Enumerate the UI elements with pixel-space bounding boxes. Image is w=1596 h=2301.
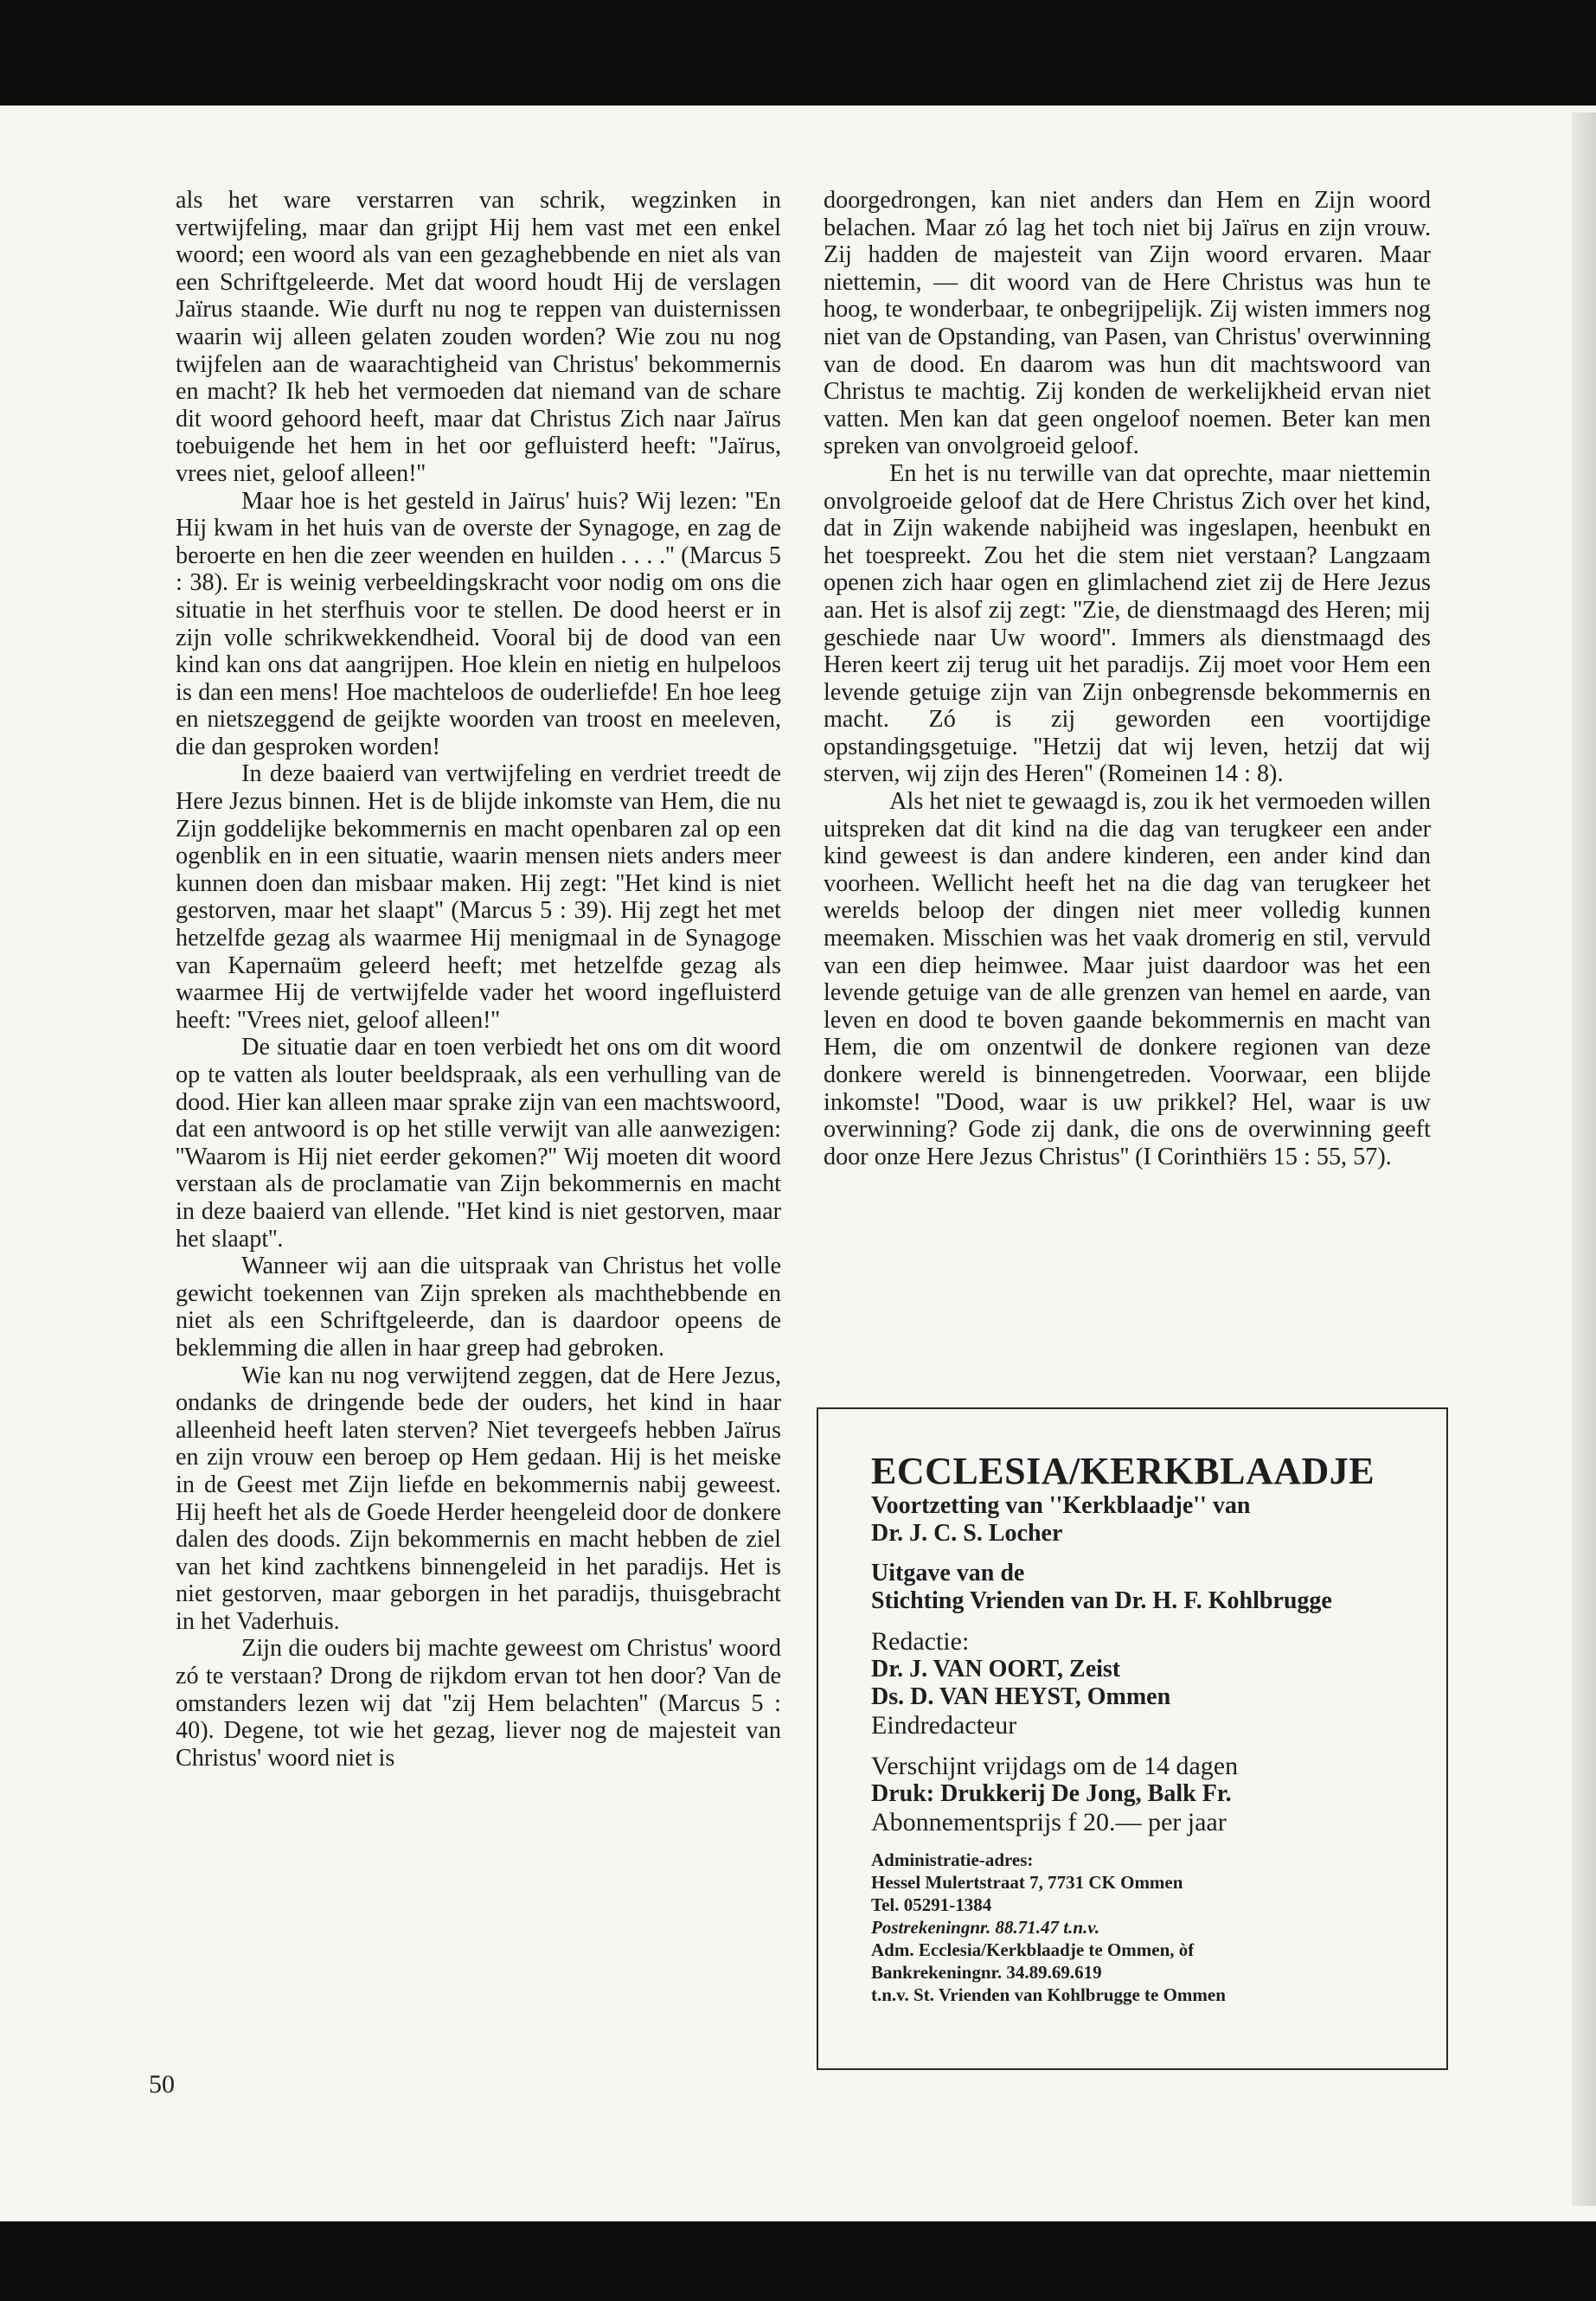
paragraph: En het is nu terwille van dat oprechte, maar niettemin onvolgroeide geloof dat de Here Christus Zich over het kind, dat in Zijn wakende nabijheid was ingeslapen, heenbukt en het toespreekt. Zou het die stem niet verstaan? Langzaam openen zich haar ogen en glimlachend ziet zij de Here Jezus aan. Het is alsof zij zegt: ''Zie, de dienstmaagd des Heren; mij geschiede naar Uw woord''. Immers als dienstmaagd des Heren keert zij terug uit het paradijs. Zij moet voor Hem een levende getuige zijn van Zijn onbegrensde bekommernis en macht. Zó is zij geworden een voortijdige opstandingsgetuige. ''Hetzij dat wij leven, hetzij dat wij sterven, wij zijn des Heren'' (Romeinen 14 : 8). (824, 459, 1431, 788)
eindredacteur-label: Eindredacteur (871, 1711, 1017, 1740)
subtitle-line: Dr. J. C. S. Locher (871, 1520, 1063, 1547)
paragraph: Zijn die ouders bij machte geweest om Christus' woord zó te verstaan? Drong de rijkdom ervan tot hen door? Van de omstanders lezen wij dat ''zij Hem belachten'' (Marcus 5 : 40). Degene, tot wie het gezag, liever nog de majesteit van Christus' woord niet is (176, 1635, 781, 1772)
editor-line: Dr. J. VAN OORT, Zeist (871, 1656, 1121, 1682)
postal-account: Postrekeningnr. 88.71.47 t.n.v. (871, 1917, 1100, 1938)
page-edge-shadow (1572, 112, 1596, 2206)
admin-line: Adm. Ecclesia/Kerkblaadje te Ommen, òf (871, 1939, 1195, 1960)
admin-phone: Tel. 05291-1384 (871, 1894, 992, 1915)
paragraph: In deze baaierd van vertwijfeling en verdriet treedt de Here Jezus binnen. Het is de blijde inkomste van Hem, die nu Zijn goddelijke bekommernis en macht openbaren zal op een ogenblik en in een situatie, waarin mensen niets anders meer kunnen doen dan misbaar maken. Hij zegt: ''Het kind is niet gestorven, maar het slaapt'' (Marcus 5 : 39). Hij zegt het met hetzelfde gezag als waarmee Hij menigmaal in de Synagoge van Kapernaüm geleerd heeft; met hetzelfde gezag als waarmee Hij de vertwijfelde vader het woord ingefluisterd heeft: ''Vrees niet, geloof alleen!'' (176, 760, 781, 1034)
left-text-column (176, 187, 781, 1772)
paragraph: Maar hoe is het gesteld in Jaïrus' huis? Wij lezen: ''En Hij kwam in het huis van de overste der Synagoge, en zag de beroerte en hen die zeer weenden en huilden . . . .'' (Marcus 5 : 38). Er is weinig verbeeldingskracht voor nodig om ons die situatie in het sterfhuis voor te stellen. De dood heerst er in zijn volle schrikwekkendheid. Vooral bij de dood van een kind kan ons dat aangrijpen. Hoe klein en nietig en hulpeloos is dan een mens! Hoe machteloos de ouderliefde! En hoe leeg en nietszeggend de geijkte woorden van troost en meeleven, die dan gesproken worden! (176, 487, 781, 760)
paragraph: De situatie daar en toen verbiedt het ons om dit woord op te vatten als louter beeldspraak, als een verhulling van de dood. Hier kan alleen maar sprake zijn van een machtswoord, dat een antwoord is op het stille verwijt van alle aanwezigen: ''Waarom is Hij niet eerder gekomen?'' Wij moeten dit woord verstaan als de proclamatie van Zijn bekommernis en macht in deze baaierd van ellende. ''Het kind is niet gestorven, maar het slaapt''. (176, 1034, 781, 1253)
printer-line: Druk: Drukkerij De Jong, Balk Fr. (871, 1780, 1232, 1807)
redactie-label: Redactie: (871, 1627, 970, 1656)
right-text-column (824, 187, 1431, 1170)
admin-label: Administratie-adres: (871, 1849, 1034, 1870)
bank-account: Bankrekeningnr. 34.89.69.619 (871, 1962, 1102, 1983)
page-number: 50 (149, 2070, 175, 2099)
publication-title: ECCLESIA/KERKBLAADJE (871, 1450, 1375, 1492)
editor-line: Ds. D. VAN HEYST, Ommen (871, 1683, 1171, 1710)
publisher-line: Stichting Vrienden van Dr. H. F. Kohlbrugge (871, 1587, 1332, 1614)
paragraph: doorgedrongen, kan niet anders dan Hem en Zijn woord belachen. Maar zó lag het toch niet bij Jaïrus en zijn vrouw. Zij hadden de majesteit van Zijn woord ervaren. Maar niettemin, — dit woord van de Here Christus was hun te hoog, te wonderbaar, te onbegrijpelijk. Zij wisten immers nog niet van de Opstanding, van Pasen, van Christus' overwinning van de dood. En daarom was hun dit machtswoord van Christus te machtig. Zij konden de werkelijkheid ervan niet vatten. Men kan dat geen ongeloof noemen. Beter kan men spreken van onvolgroeid geloof. (824, 187, 1431, 460)
paragraph: Wanneer wij aan die uitspraak van Christus het volle gewicht toekennen van Zijn spreken als machthebbende en niet als een Schriftgeleerde, dan is daardoor opeens de beklemming die allen in haar greep had gebroken. (176, 1253, 781, 1362)
frequency-line: Verschijnt vrijdags om de 14 dagen (871, 1752, 1239, 1780)
paragraph: Wie kan nu nog verwijtend zeggen, dat de Here Jezus, ondanks de dringende bede der ouders, het kind in haar alleenheid heeft laten sterven? Niet tevergeefs hebben Jaïrus en zijn vrouw een beroep op Hem gedaan. Hij is het meiske in de Geest met Zijn liefde en bekommernis nabij geweest. Hij heeft het als de Goede Herder heengeleid door de donkere dalen des doods. Zijn bekommernis en macht hebben de ziel van het kind zachtkens binnengeleid in het paradijs. Het is niet gestorven, maar geborgen in het paradijs, thuisgebracht in het Vaderhuis. (176, 1362, 781, 1635)
paragraph: Als het niet te gewaagd is, zou ik het vermoeden willen uitspreken dat dit kind na die dag van terugkeer een ander kind geweest is dan andere kinderen, een ander kind dan voorheen. Wellicht heeft het na die dag van terugkeer het werelds beloop der dingen niet meer volledig kunnen meemaken. Misschien was het vaak dromerig en stil, vervuld van een diep heimwee. Maar juist daardoor was het een levende getuige van de alle grenzen van hemel en aarde, van leven en dood te boven gaande bekommernis en macht van Hem, die om onzentwil de donkere regionen van deze donkere wereld is binnengetreden. Voorwaar, een blijde inkomste! ''Dood, waar is uw prikkel? Hel, waar is uw overwinning? Gode zij dank, die ons de overwinning geeft door onze Here Jezus Christus'' (I Corinthiërs 15 : 55, 57). (824, 788, 1431, 1170)
admin-address: Hessel Mulertstraat 7, 7731 CK Ommen (871, 1872, 1183, 1893)
colophon-box (817, 1407, 1448, 2070)
subscription-line: Abonnementsprijs f 20.— per jaar (871, 1808, 1227, 1836)
subtitle-line: Voortzetting van ''Kerkblaadje'' van (871, 1492, 1251, 1519)
bank-holder: t.n.v. St. Vrienden van Kohlbrugge te Ommen (871, 1984, 1226, 2005)
publisher-line: Uitgave van de (871, 1560, 1025, 1586)
paragraph: als het ware verstarren van schrik, wegzinken in vertwijfeling, maar dan grijpt Hij hem vast met een enkel woord; een woord als van een gezaghebbende en niet als van een Schriftgeleerde. Met dat woord houdt Hij de verslagen Jaïrus staande. Wie durft nu nog te reppen van duisternissen waarin wij alleen gelaten zouden worden? Wie zou nu nog twijfelen aan de waarachtigheid van Christus' bekommernis en macht? Ik heb het vermoeden dat niemand van de schare dit woord gehoord heeft, maar dat Christus Zich naar Jaïrus toebuigende het hem in het oor gefluisterd heeft: ''Jaïrus, vrees niet, geloof alleen!'' (176, 187, 781, 487)
